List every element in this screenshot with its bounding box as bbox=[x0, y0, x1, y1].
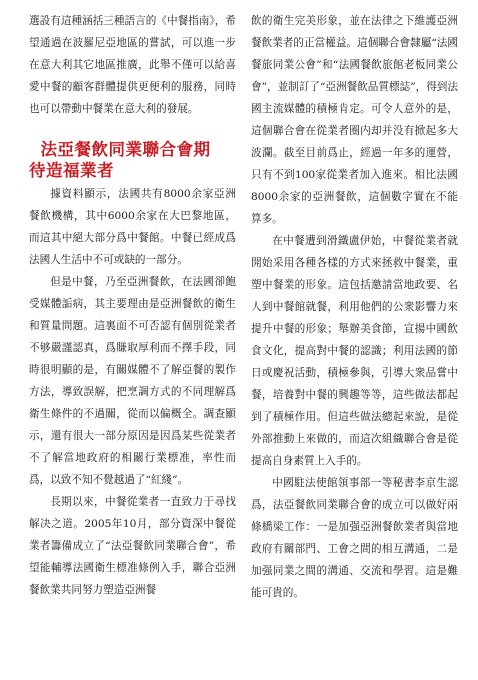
left-column bbox=[29, 10, 236, 601]
intro-paragraph: 選設有這種涵括三種語言的《中餐指南》，希望通過在波羅尼亞地區的嘗試，可以進一步在意大利其它地區推廣，此舉不僅可以給喜愛中餐的顧客群體提供更便利的服務，同時也可以帶動中餐業在意大利的發展。 bbox=[29, 15, 236, 115]
section-heading-line-2: 待造福業者 bbox=[29, 161, 114, 180]
body-paragraph-4: 在中餐遭到滑鐵盧伊始，中餐從業者就開始采用各種各樣的方式來拯救中餐業，重塑中餐業的形象。這包括邀請當地政要、名人到中餐館就餐，利用他們的公衆影響力來提升中餐的形象；舉辦美食節，宣揚中國飲食文化，提高對中餐的認識；利用法國的節日或慶祝活動，積極參與，引導大衆品嘗中餐，培養對中餐的興趣等等，這些做法都起到了積極作用。但這些做法總起來說，是從外部推動上來做的，而這次組織聯合會是從提高自身素質上入手的。 bbox=[251, 235, 458, 467]
body-paragraph-1: 據資料顯示，法國共有8000余家亞洲餐飲機構，其中6000余家在大巴黎地區，而這其中絕大部分爲中餐館。中餐已經成爲法國人生活中不可或缺的一部分。 bbox=[29, 188, 236, 266]
body-paragraph-5: 中國駐法使館領事部一等秘書李京生認爲，法亞餐飲同業聯合會的成立可以做好兩條橋梁工作：一是加强亞洲餐飲業者與當地政府有關部門、工會之間的相互溝通，二是加强同業之間的溝通、交流和學習。這是難能可貴的。 bbox=[251, 477, 458, 599]
section-heading-line-1: 法亞餐飲同業聯合會期 bbox=[40, 140, 211, 159]
body-paragraph-continued: 飲的衛生完美形象，並在法律之下維護亞洲餐飲業者的正當權益。這個聯合會隸屬“法國餐旅同業公會”和“法國餐飲旅館老板同業公會”，並制訂了“亞洲餐飲品質標誌”，得到法國主流媒體的積極肯定。可令人意外的是，這個聯合會在從業者圈内却并没有掀起多大波瀾。截至目前爲止，經過一年多的運營，只有不到100家從業者加入進來。相比法國8000余家的亞洲餐飲，這個數字實在不能算多。 bbox=[251, 15, 458, 225]
body-paragraph-2: 但是中餐，乃至亞洲餐飲，在法國卻飽受媒體詬病，其主要理由是亞洲餐飲的衛生和質量問題。這裏面不可否認有個別從業者不够嚴謹認真，爲賺取厚利而不擇手段，同時很明顯的是，有關媒體不了解亞餐的製作方法，導致誤解，把烹調方式的不同理解爲衛生條件的不過關，從而以偏概全。調查顯示，還有很大一部分原因是因爲某些從業者不了解當地政府的相關行業標准，率性而爲，以致不知不覺越過了“紅綫”。 bbox=[29, 276, 236, 486]
right-column bbox=[251, 10, 458, 604]
section-heading bbox=[29, 139, 236, 181]
body-paragraph-3: 長期以來，中餐從業者一直致力于尋找解决之道。2005年10月，部分資深中餐從業者籌備成立了“法亞餐飲同業聯合會”，希望能輔導法國衛生標准條例入手，聯合亞洲餐飲業共同努力塑造亞洲餐 bbox=[29, 496, 236, 596]
